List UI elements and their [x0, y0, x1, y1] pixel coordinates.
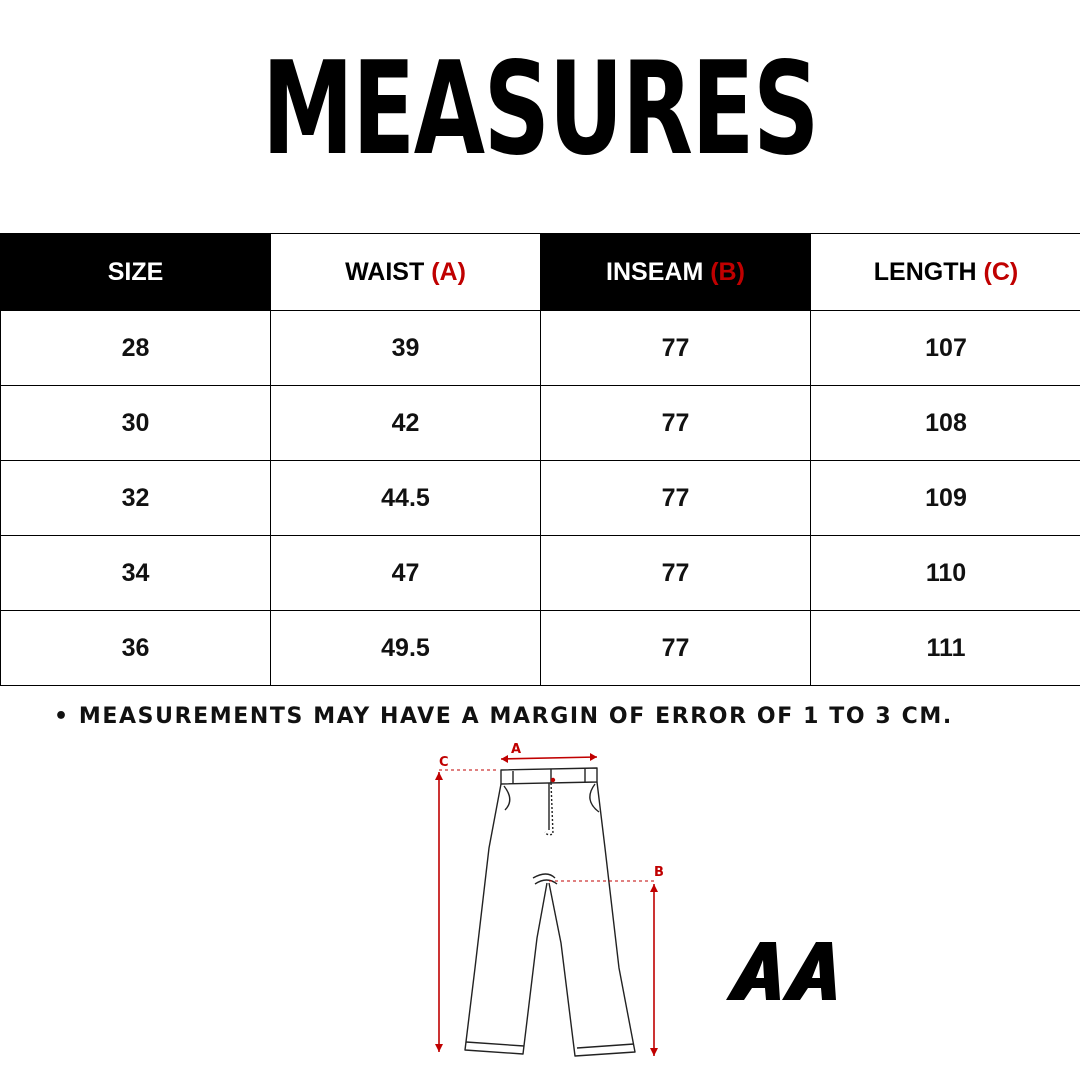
cell-inseam: 77 — [541, 461, 811, 536]
table-row — [1, 386, 1080, 461]
length-letter: (C) — [983, 257, 1019, 286]
cell-inseam: 77 — [541, 311, 811, 386]
cell-inseam: 77 — [541, 386, 811, 461]
header-inseam: INSEAM (B) — [541, 234, 811, 311]
measure-label-b: B — [654, 865, 664, 880]
cell-length: 110 — [811, 536, 1080, 611]
cell-waist: 44.5 — [271, 461, 541, 536]
cell-waist: 39 — [271, 311, 541, 386]
cell-waist: 47 — [271, 536, 541, 611]
table-row — [1, 461, 1080, 536]
cell-size: 30 — [1, 386, 271, 461]
cell-size: 32 — [1, 461, 271, 536]
measurement-disclaimer: • MEASUREMENTS MAY HAVE A MARGIN OF ERROR OF 1 TO 3 CM. — [54, 704, 953, 729]
table-header-row — [1, 234, 1080, 311]
measure-lines — [435, 753, 658, 1056]
header-length: LENGTH (C) — [811, 234, 1080, 311]
header-waist: WAIST (A) — [271, 234, 541, 311]
size-chart-table — [0, 233, 1080, 686]
button-dot — [551, 778, 555, 782]
table-row — [1, 311, 1080, 386]
cell-size: 34 — [1, 536, 271, 611]
brand-logo — [724, 938, 838, 1004]
table-row — [1, 536, 1080, 611]
cell-length: 109 — [811, 461, 1080, 536]
cell-size: 36 — [1, 611, 271, 686]
measure-label-c: C — [439, 755, 449, 770]
cell-size: 28 — [1, 311, 271, 386]
cell-length: 107 — [811, 311, 1080, 386]
cell-inseam: 77 — [541, 536, 811, 611]
header-size: SIZE — [1, 234, 271, 311]
jeans-measurement-diagram — [425, 738, 675, 1068]
cell-waist: 42 — [271, 386, 541, 461]
cell-inseam: 77 — [541, 611, 811, 686]
measure-label-a: A — [511, 742, 522, 757]
cell-length: 108 — [811, 386, 1080, 461]
cell-length: 111 — [811, 611, 1080, 686]
cell-waist: 49.5 — [271, 611, 541, 686]
measure-line-a — [501, 757, 597, 759]
table-row — [1, 611, 1080, 686]
inseam-letter: (B) — [710, 257, 745, 286]
page-title: MEASURES — [262, 35, 818, 184]
jeans-outline — [465, 768, 635, 1056]
waist-letter: (A) — [431, 257, 466, 286]
